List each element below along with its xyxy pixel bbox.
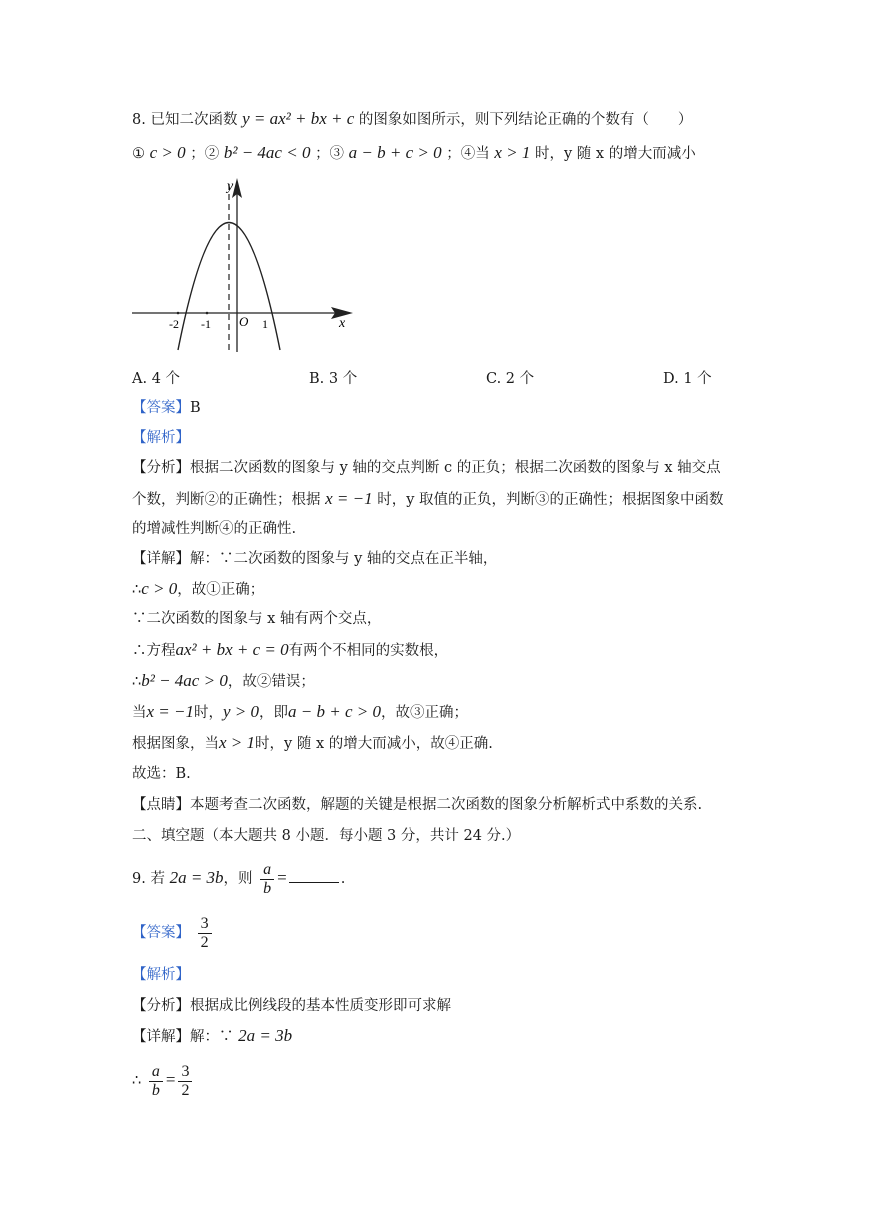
q9-answer-den: 2 [200, 933, 209, 951]
q9-eqsign: = [277, 868, 287, 887]
q9-detail-frac-right [178, 1063, 192, 1100]
q9-equation: 2a = 3b [169, 868, 224, 887]
q9-detail-prefix: 解：∵ [190, 1029, 234, 1045]
option-d-text: 1 个 [683, 371, 712, 387]
q8-stem-tail: 的图象如图所示，则下列结论正确的个数有（ ） [358, 112, 693, 128]
fenxi-text-2b: 时，y 取值的正负，判断③的正确性；根据图象中函数 [377, 492, 724, 508]
analysis-tag: 【解析】 [132, 430, 190, 446]
q8-analysis [132, 427, 190, 449]
q8-answer [132, 397, 201, 419]
q8-detail-1 [132, 548, 497, 570]
q9-therefore: ∴ [132, 1073, 142, 1089]
cond1: c > 0 [149, 143, 186, 162]
q9-stem [132, 858, 345, 899]
tick-label-m1: -1 [201, 317, 211, 331]
fenxi-text-1: 根据二次函数的图象与 y 轴的交点判断 c 的正负；根据二次函数的图象与 x 轴交点 [190, 460, 721, 476]
q9-answer-tag: 【答案】 [132, 925, 190, 941]
q8-detail-7 [132, 732, 493, 755]
q9-answer-blank [289, 868, 339, 883]
fenxi-text-3: 的增减性判断④的正确性. [132, 521, 297, 537]
detail-6-mid2: ，即 [259, 705, 289, 721]
fenxi-eq: x = −1 [325, 489, 373, 508]
q9-answer-fraction [198, 915, 212, 952]
q9-end: . [340, 871, 346, 887]
tick-label-m2: -2 [169, 317, 179, 331]
option-b-letter: B. [309, 371, 325, 387]
detail-7-prefix: 根据图象，当 [132, 736, 219, 752]
fenxi-tag: 【分析】 [132, 460, 190, 476]
cond2-mark: ；② [190, 146, 220, 162]
q9-detail-right-den: 2 [181, 1081, 190, 1099]
option-d-letter: D. [663, 371, 679, 387]
detail-5-eq: b² − 4ac > 0 [141, 671, 228, 690]
q9-detail-frac-left [149, 1063, 163, 1100]
detail-7-eq: x > 1 [219, 733, 256, 752]
tick-dot-m1 [206, 312, 209, 315]
q8-fenxi-2 [132, 488, 724, 511]
option-a-text: 4 个 [151, 371, 181, 387]
answer-value: B [190, 400, 201, 416]
q8-fenxi-3 [132, 518, 296, 540]
section-2-heading [132, 825, 520, 847]
detail-5-prefix: ∴ [132, 674, 142, 690]
detail-6-eq2: y > 0 [223, 702, 260, 721]
q9-detail-eqsign: = [165, 1070, 176, 1089]
q8-fenxi-1 [132, 457, 721, 479]
section-2-text: 二、填空题（本大题共 8 小题．每小题 3 分，共计 24 分.） [132, 828, 521, 844]
detail-4-prefix: ∴方程 [132, 643, 176, 659]
detail-5-suffix: ，故②错误； [227, 674, 315, 690]
cond1-mark: ① [132, 146, 145, 162]
q9-detail-eq: 2a = 3b [238, 1026, 293, 1045]
detail-6-eq1: x = −1 [146, 702, 194, 721]
q9-fraction [260, 861, 274, 898]
q9-xiangjie-tag: 【详解】 [132, 1029, 190, 1045]
detail-text-1: 解：∵二次函数的图象与 y 轴的交点在正半轴， [190, 551, 498, 567]
tick-label-1: 1 [262, 317, 268, 331]
tick-dot-m2 [177, 312, 180, 315]
option-c [486, 368, 534, 390]
q9-detail-1 [132, 1025, 292, 1048]
detail-text-8: 故选：B. [132, 766, 191, 782]
x-axis-label: x [339, 316, 346, 331]
cond4-tail: 时，y 随 x 的增大而减小 [535, 146, 696, 162]
detail-2-suffix: ，故①正确； [177, 582, 265, 598]
option-b [309, 368, 357, 390]
q8-detail-5 [132, 670, 315, 693]
q9-answer-num: 3 [198, 915, 212, 934]
q9-frac-den: b [263, 879, 272, 897]
fenxi-text-2a: 个数，判断②的正确性；根据 [132, 492, 321, 508]
q9-analysis-tag: 【解析】 [132, 967, 190, 983]
q8-stem-text: 8. 已知二次函数 [132, 112, 238, 128]
q9-detail-left-den: b [151, 1081, 160, 1099]
detail-2-eq: c > 0 [141, 579, 178, 598]
q8-detail-2 [132, 578, 264, 601]
q9-detail-2 [132, 1060, 195, 1101]
q9-detail-left-num: a [149, 1063, 163, 1082]
q8-detail-4 [132, 639, 448, 662]
q9-mid: ，则 [223, 871, 253, 887]
q9-detail-right-num: 3 [178, 1063, 192, 1082]
xiangjie-tag: 【详解】 [132, 551, 190, 567]
origin-label: O [239, 314, 249, 329]
cond3: a − b + c > 0 [348, 143, 442, 162]
option-a-letter: A. [132, 371, 148, 387]
y-axis-label: y [227, 179, 234, 194]
q8-conditions [132, 142, 696, 165]
q9-number: 9. 若 [132, 871, 165, 887]
q8-stem [132, 108, 692, 131]
option-a [132, 368, 180, 390]
q9-frac-num: a [260, 861, 274, 880]
q9-answer [132, 913, 215, 953]
option-c-text: 2 个 [505, 371, 535, 387]
cond3-mark: ；③ [315, 146, 345, 162]
detail-2-prefix: ∴ [132, 582, 142, 598]
q8-dianjing [132, 794, 702, 816]
detail-7-suffix: 时，y 随 x 的增大而减小，故④正确. [255, 736, 493, 752]
detail-6-suffix: ，故③正确； [381, 705, 468, 721]
option-b-text: 3 个 [328, 371, 358, 387]
cond4: x > 1 [494, 143, 531, 162]
dianjing-text: 本题考查二次函数，解题的关键是根据二次函数的图象分析解析式中系数的关系. [190, 797, 703, 813]
option-d [663, 368, 712, 390]
detail-6-prefix: 当 [132, 705, 147, 721]
q9-fenxi-text: 根据成比例线段的基本性质变形即可求解 [190, 998, 451, 1014]
q8-detail-6 [132, 701, 468, 724]
detail-4-eq: ax² + bx + c = 0 [175, 640, 289, 659]
option-c-letter: C. [486, 371, 502, 387]
dianjing-tag: 【点睛】 [132, 797, 190, 813]
answer-tag: 【答案】 [132, 400, 190, 416]
detail-text-3: ∵二次函数的图象与 x 轴有两个交点， [132, 611, 382, 627]
detail-4-suffix: 有两个不相同的实数根， [288, 643, 449, 659]
parabola-figure [125, 172, 365, 360]
q8-equation: y = ax² + bx + c [242, 109, 355, 128]
detail-6-eq3: a − b + c > 0 [288, 702, 381, 721]
q8-detail-8 [132, 763, 191, 785]
cond2: b² − 4ac < 0 [223, 143, 311, 162]
detail-6-mid1: 时， [194, 705, 223, 721]
q9-analysis [132, 964, 190, 986]
q8-detail-3 [132, 608, 381, 630]
cond4-mark: ；④当 [446, 146, 490, 162]
q9-fenxi-tag: 【分析】 [132, 998, 190, 1014]
q9-fenxi [132, 995, 451, 1017]
